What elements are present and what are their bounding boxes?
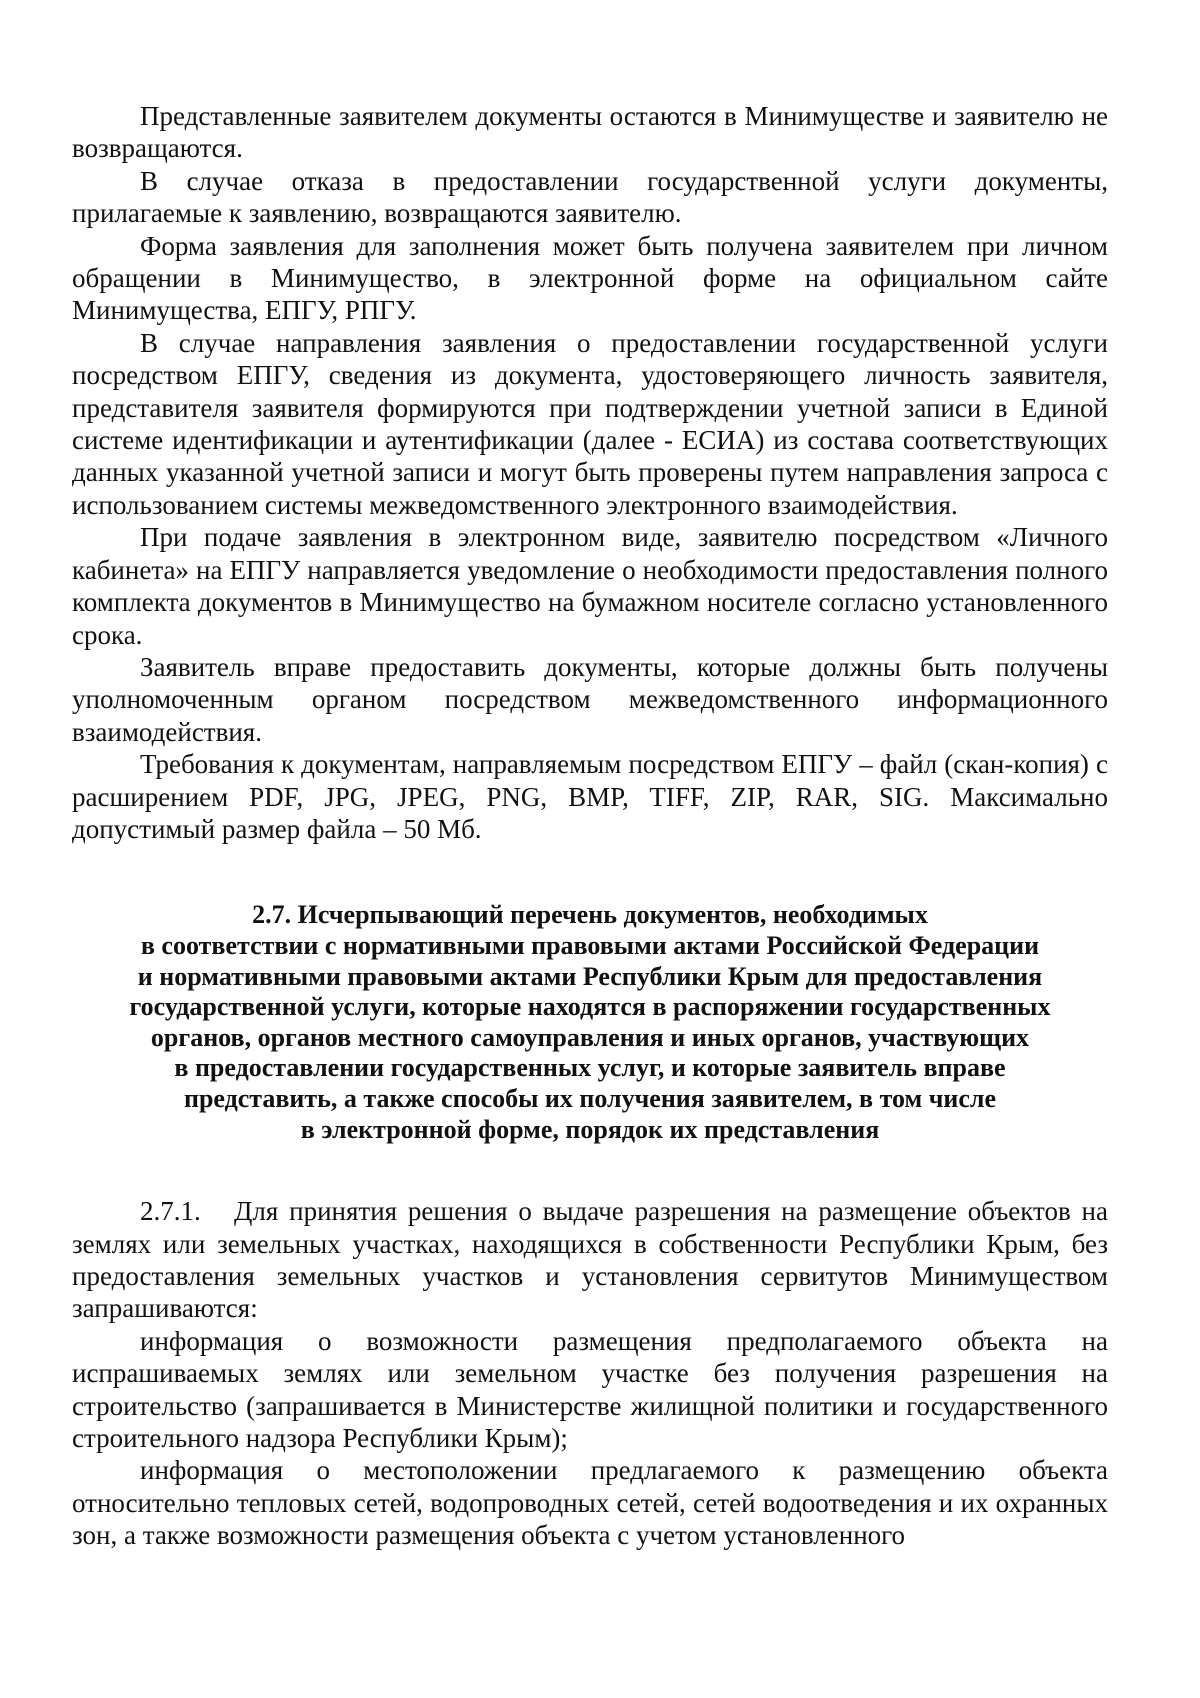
section-heading-line: представить, а также способы их получения заявителем, в том числе xyxy=(183,1083,997,1113)
paragraph: информация о местоположении предлагаемого к размещению объекта относительно тепловых сетей, водопроводных сетей, сетей водоотведения и их охранных зон, а также возможности размещения объекта с учетом установленного xyxy=(72,1455,1108,1551)
item-text: Для принятия решения о выдаче разрешения на размещение объектов на землях или земельных участках, находящихся в собственности Республики Крым, без предоставления земельных участков и установления сервитутов Минимуществом запрашиваются: xyxy=(72,1196,1108,1324)
section-heading-line: в соответствии с нормативными правовыми актами Российской Федерации xyxy=(140,930,1040,960)
paragraph: информация о возможности размещения предполагаемого объекта на испрашиваемых землях или земельном участке без получения разрешения на строительство (запрашивается в Министерстве жилищной политики и государственного строительного надзора Республики Крым); xyxy=(72,1325,1108,1453)
paragraph: В случае отказа в предоставлении государственной услуги документы, прилагаемые к заявлению, возвращаются заявителю. xyxy=(72,165,1108,229)
paragraph: Требования к документам, направляемым посредством ЕПГУ – файл (скан-копия) с расширением PDF, JPG, JPEG, PNG, BMP, TIFF, ZIP, RAR, SIG. Максимально допустимый размер файла – 50 Мб. xyxy=(72,749,1108,844)
section-heading-line: и нормативными правовыми актами Республики Крым для предоставления xyxy=(137,961,1043,991)
paragraph: В случае направления заявления о предоставлении государственной услуги посредством ЕПГУ, сведения из документа, удостоверяющего личность заявителя, представителя заявителя формируются при подтверждении учетной записи в Единой системе идентификации и аутентификации (далее - ЕСИА) из состава соответствующих данных указанной учетной записи и могут быть проверены путем направления запроса с использованием системы межведомственного электронного взаимодействия. xyxy=(72,327,1108,520)
section-heading-line: 2.7. Исчерпывающий перечень документов, необходимых xyxy=(252,900,928,930)
section-heading-line: в электронной форме, порядок их представления xyxy=(300,1114,880,1144)
paragraph: Форма заявления для заполнения может быть получена заявителем при личном обращении в Минимущество, в электронной форме на официальном сайте Минимущества, ЕПГУ, РПГУ. xyxy=(72,230,1108,326)
paragraph: При подаче заявления в электронном виде, заявителю посредством «Личного кабинета» на ЕПГУ направляется уведомление о необходимости предоставления полного комплекта документов в Минимущество на бумажном носителе согласно установленного срока. xyxy=(72,522,1108,650)
paragraph: Заявитель вправе предоставить документы, которые должны быть получены уполномоченным органом посредством межведомственного информационного взаимодействия. xyxy=(72,651,1108,747)
item-number: 2.7.1. xyxy=(140,1196,201,1227)
section-heading-line: органов, органов местного самоуправления и иных органов, участвующих xyxy=(150,1022,1030,1052)
numbered-paragraph xyxy=(72,1195,1108,1325)
section-heading xyxy=(72,900,1108,1145)
paragraph: Представленные заявителем документы остаются в Минимуществе и заявителю не возвращаются. xyxy=(72,101,1108,164)
section-heading-line: в предоставлении государственных услуг, и которые заявитель вправе xyxy=(174,1053,1006,1083)
document-page xyxy=(72,100,1108,1552)
section-heading-line: государственной услуги, которые находятся в распоряжении государственных xyxy=(129,992,1051,1022)
